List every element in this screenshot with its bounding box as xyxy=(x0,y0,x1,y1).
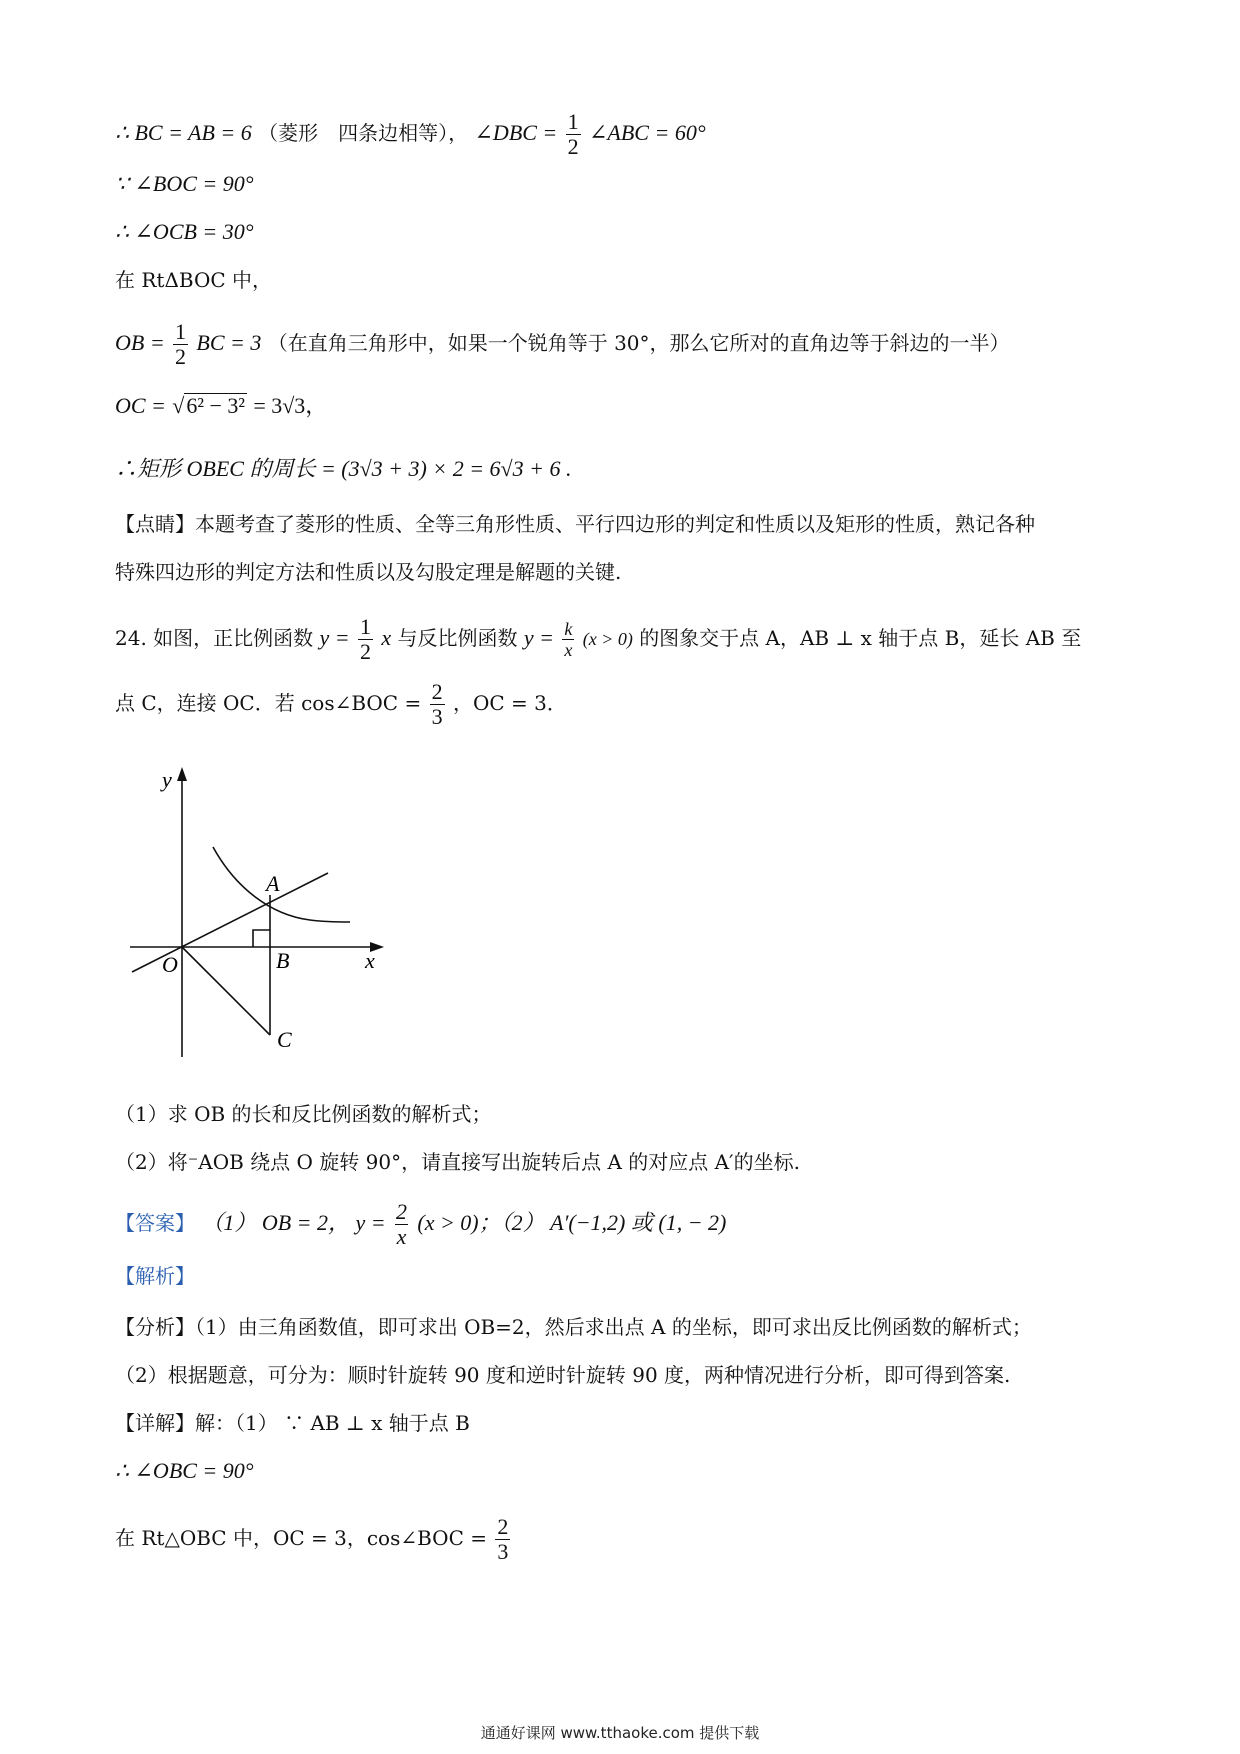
fraction: $\frac{1}{2}$ xyxy=(567,109,579,159)
fraction: $\frac{k}{x}$ xyxy=(564,619,573,660)
fraction: $\frac{2}{x}$ xyxy=(396,1199,408,1249)
jiexi-label: 【解析】 xyxy=(115,1264,195,1288)
label-o: O xyxy=(162,952,178,977)
coordinate-figure xyxy=(120,765,410,1065)
fenxi-line-2: （2）根据题意，可分为：顺时针旋转 90 度和逆时针旋转 90 度，两种情况进行分析，即可得到答案. xyxy=(115,1363,1011,1387)
sqrt-expression: 6² − 3² xyxy=(186,393,245,418)
line-dianjing-1: 【点睛】本题考查了菱形的性质、全等三角形性质、平行四边形的判定和性质以及矩形的性质，熟记各种 xyxy=(115,512,1035,536)
fraction: $\frac{2}{3}$ xyxy=(431,679,443,729)
line-ob: OB = $\frac{1}{2}$ BC = 3 （在直角三角形中，如果一个锐角等于 30°，那么它所对的直角边等于斜边的一半） xyxy=(115,319,1010,369)
line-bc-ab: ∴ BC = AB = 6 （菱形 四条边相等）， ∠DBC = $\frac{1}{2}$ ∠ABC = 60° xyxy=(115,109,706,159)
xiangjie-line: 【详解】解：（1） ∵ AB ⊥ x 轴于点 B xyxy=(115,1411,470,1435)
label-b: B xyxy=(276,948,290,973)
fraction: $\frac{1}{2}$ xyxy=(360,614,372,664)
fraction: $\frac{1}{2}$ xyxy=(175,319,187,369)
line-angle-obc: ∴ ∠OBC = 90° xyxy=(115,1458,254,1483)
line-dianjing-2: 特殊四边形的判定方法和性质以及勾股定理是解题的关键. xyxy=(115,560,622,584)
segment-oc xyxy=(182,947,270,1035)
y-axis-arrow xyxy=(177,767,187,781)
question-24-line1: 24. 如图，正比例函数 y = $\frac{1}{2}$ x 与反比例函数 y = $\frac{k}{x}$ (x > 0) 的图象交于点 A，AB ⊥ x 轴于点 B，延长 AB 至 xyxy=(115,614,1082,664)
label-y: y xyxy=(162,767,172,792)
right-angle-mark xyxy=(253,930,270,947)
fraction: $\frac{2}{3}$ xyxy=(497,1514,509,1564)
line-perimeter: ∴矩形 OBEC 的周长 = (3√3 + 3) × 2 = 6√3 + 6 . xyxy=(115,456,572,481)
subquestion-2: （2）将⁻AOB 绕点 O 旋转 90°，请直接写出旋转后点 A 的对应点 A′的坐标. xyxy=(115,1150,800,1174)
line-angle-ocb: ∴ ∠OCB = 30° xyxy=(115,219,254,244)
answer-line: 【答案】 （1） OB = 2， y = $\frac{2}{x}$ (x > 0)；（2） A′(−1,2) 或 (1, − 2) xyxy=(115,1199,727,1249)
line-rt-boc: 在 RtΔBOC 中， xyxy=(115,268,273,292)
label-x: x xyxy=(365,948,375,973)
question-24-line2: 点 C，连接 OC．若 cos∠BOC = $\frac{2}{3}$ ，OC = 3． xyxy=(115,679,567,729)
hyperbola-curve xyxy=(213,847,350,922)
footer-watermark: 通通好课网 www.tthaoke.com 提供下载 xyxy=(480,1724,760,1742)
line-oc: OC = √6² − 3² = 3√3， xyxy=(115,393,328,418)
subquestion-1: （1）求 OB 的长和反比例函数的解析式； xyxy=(115,1102,492,1126)
fenxi-line-1: 【分析】（1）由三角函数值，即可求出 OB=2，然后求出点 A 的坐标，即可求出反比例函数的解析式； xyxy=(115,1315,1032,1339)
answer-label: 【答案】 xyxy=(115,1211,195,1235)
line-angle-boc: ∵ ∠BOC = 90° xyxy=(115,171,254,196)
label-a: A xyxy=(266,871,280,896)
line-rt-obc: 在 Rt△OBC 中，OC = 3，cos∠BOC = $\frac{2}{3}$ xyxy=(115,1514,509,1564)
label-c: C xyxy=(277,1027,292,1052)
